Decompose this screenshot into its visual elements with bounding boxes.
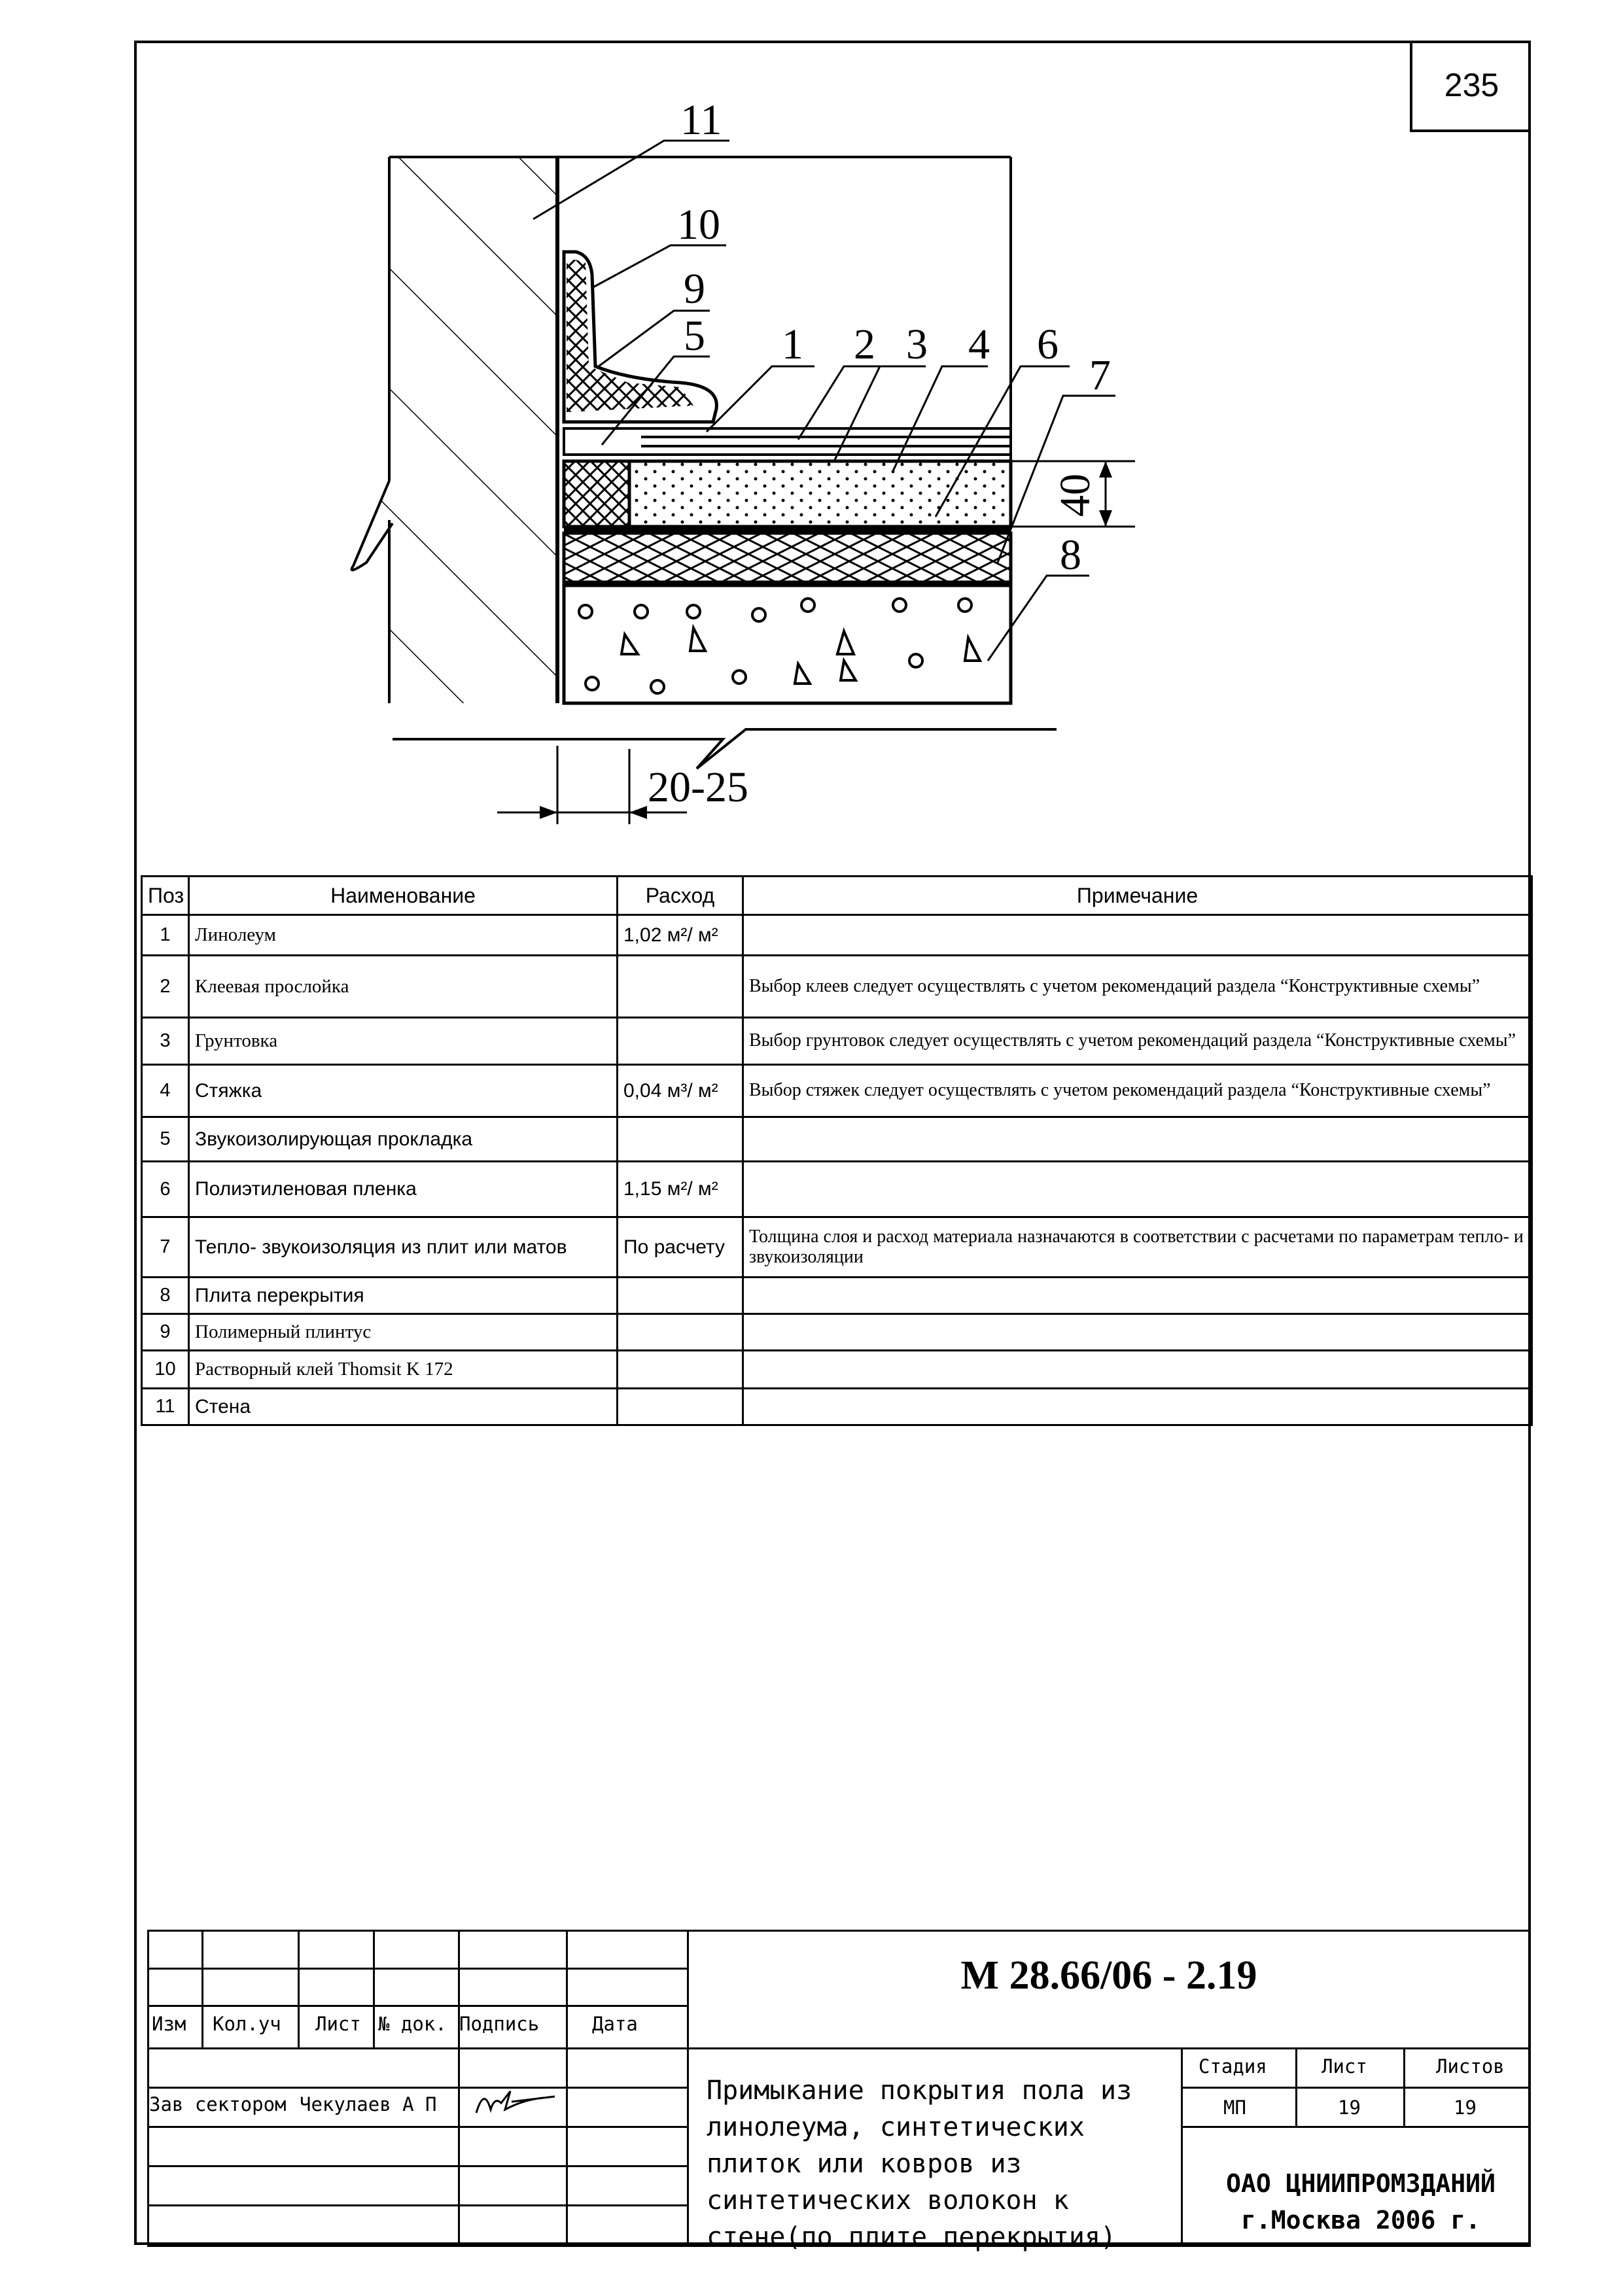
row-consumption: 1,02 м²/ м²: [618, 915, 743, 956]
row-name: Стяжка: [189, 1065, 618, 1117]
callout-4: 4: [968, 321, 990, 368]
callout-5: 5: [684, 312, 705, 360]
row-pos: 2: [142, 956, 189, 1018]
row-name: Линолеум: [189, 915, 618, 956]
callout-11: 11: [680, 96, 722, 144]
callout-9: 9: [684, 265, 705, 313]
callout-10: 10: [677, 201, 720, 249]
dim-thickness: 40: [1051, 474, 1099, 517]
row-pos: 1: [142, 915, 189, 956]
row-consumption: [618, 1278, 743, 1314]
row-name: Полимерный плинтус: [189, 1314, 618, 1351]
row-note: [743, 1162, 1532, 1217]
table-row: [142, 1351, 1532, 1389]
row-note: [743, 1389, 1532, 1425]
callout-7: 7: [1089, 351, 1111, 399]
drawing-title: Примыкание покрытия пола из линолеума, синтетических плиток или ковров из синтетических волокон к стене(по плите перекрытия): [707, 2076, 1132, 2252]
table-row: [142, 1065, 1532, 1117]
organization-city-year: г.Москва 2006 г.: [1240, 2206, 1481, 2235]
row-consumption: [618, 956, 743, 1018]
role-label: Зав сектором: [149, 2093, 287, 2115]
callout-6: 6: [1037, 321, 1059, 368]
row-pos: 6: [142, 1162, 189, 1217]
row-name: Звукоизолирующая прокладка: [189, 1117, 618, 1162]
row-pos: 3: [142, 1018, 189, 1065]
row-pos: 9: [142, 1314, 189, 1351]
sheets-label: Листов: [1436, 2055, 1505, 2078]
row-pos: 8: [142, 1278, 189, 1314]
row-name: Грунтовка: [189, 1018, 618, 1065]
person-name: Чекулаев А П: [300, 2093, 437, 2115]
row-name: Тепло- звукоизоляция из плит или матов: [189, 1217, 618, 1278]
header-consumption: Расход: [618, 877, 743, 915]
header-pos: Поз: [142, 877, 189, 915]
organization-name: ОАО ЦНИИПРОМЗДАНИЙ: [1226, 2169, 1496, 2198]
wall-hatch: [353, 157, 557, 703]
col-header-date: Дата: [592, 2013, 638, 2035]
row-note: [743, 1351, 1532, 1389]
table-row: [142, 1162, 1532, 1217]
stage-label: Стадия: [1199, 2055, 1267, 2078]
document-code: М 28.66/06 - 2.19: [960, 1953, 1257, 1998]
table-row: [142, 1389, 1532, 1425]
row-consumption: [618, 1117, 743, 1162]
page-number: 235: [1410, 41, 1531, 132]
row-consumption: [618, 1314, 743, 1351]
row-note: Выбор грунтовок следует осуществлять с учетом рекомендаций раздела “Конструктивные схемы”: [743, 1018, 1532, 1065]
row-consumption: 1,15 м²/ м²: [618, 1162, 743, 1217]
table-row: [142, 915, 1532, 956]
table-header-row: [142, 877, 1532, 915]
row-consumption: 0,04 м³/ м²: [618, 1065, 743, 1117]
row-name: Стена: [189, 1389, 618, 1425]
row-note: [743, 915, 1532, 956]
signature-mark: [471, 2083, 563, 2119]
row-note: [743, 1278, 1532, 1314]
col-header-qty: Кол.уч: [213, 2013, 281, 2035]
table-row: [142, 1314, 1532, 1351]
col-header-change: Изм: [152, 2013, 186, 2035]
col-header-docnum: № док.: [378, 2013, 447, 2035]
table-row: [142, 1278, 1532, 1314]
row-consumption: По расчету: [618, 1217, 743, 1278]
row-consumption: [618, 1351, 743, 1389]
table-row: [142, 956, 1532, 1018]
callout-2: 2: [854, 321, 875, 368]
callout-3: 3: [906, 321, 928, 368]
header-name: Наименование: [189, 877, 618, 915]
col-header-sheet: Лист: [315, 2013, 361, 2035]
col-header-signature: Подпись: [459, 2013, 540, 2035]
specification-table: [141, 875, 1533, 1426]
row-pos: 5: [142, 1117, 189, 1162]
row-pos: 10: [142, 1351, 189, 1389]
dim-gap: 20-25: [648, 763, 748, 811]
table-row: [142, 1217, 1532, 1278]
sheets-value: 19: [1454, 2096, 1477, 2119]
row-note: [743, 1314, 1532, 1351]
row-consumption: [618, 1018, 743, 1065]
row-name: Растворный клей Thomsit K 172: [189, 1351, 618, 1389]
row-pos: 7: [142, 1217, 189, 1278]
row-name: Полиэтиленовая пленка: [189, 1162, 618, 1217]
row-note: Выбор стяжек следует осуществлять с учетом рекомендаций раздела “Конструктивные схемы”: [743, 1065, 1532, 1117]
table-row: [142, 1117, 1532, 1162]
row-pos: 4: [142, 1065, 189, 1117]
callout-8: 8: [1060, 531, 1081, 579]
row-name: Клеевая прослойка: [189, 956, 618, 1018]
header-note: Примечание: [743, 877, 1532, 915]
row-note: Выбор клеев следует осуществлять с учетом рекомендаций раздела “Конструктивные схемы”: [743, 956, 1532, 1018]
row-pos: 11: [142, 1389, 189, 1425]
stage-value: МП: [1223, 2096, 1246, 2119]
row-note: [743, 1117, 1532, 1162]
row-note: Толщина слоя и расход материала назначаются в соответствии с расчетами по параметрам тепло- и звукоизоляции: [743, 1217, 1532, 1278]
row-name: Плита перекрытия: [189, 1278, 618, 1314]
table-row: [142, 1018, 1532, 1065]
callout-1: 1: [782, 321, 803, 368]
row-consumption: [618, 1389, 743, 1425]
sheet-label: Лист: [1321, 2055, 1367, 2078]
sheet-value: 19: [1338, 2096, 1361, 2119]
organization: [1187, 2165, 1534, 2238]
floor-wall-junction-drawing: [0, 0, 1610, 870]
